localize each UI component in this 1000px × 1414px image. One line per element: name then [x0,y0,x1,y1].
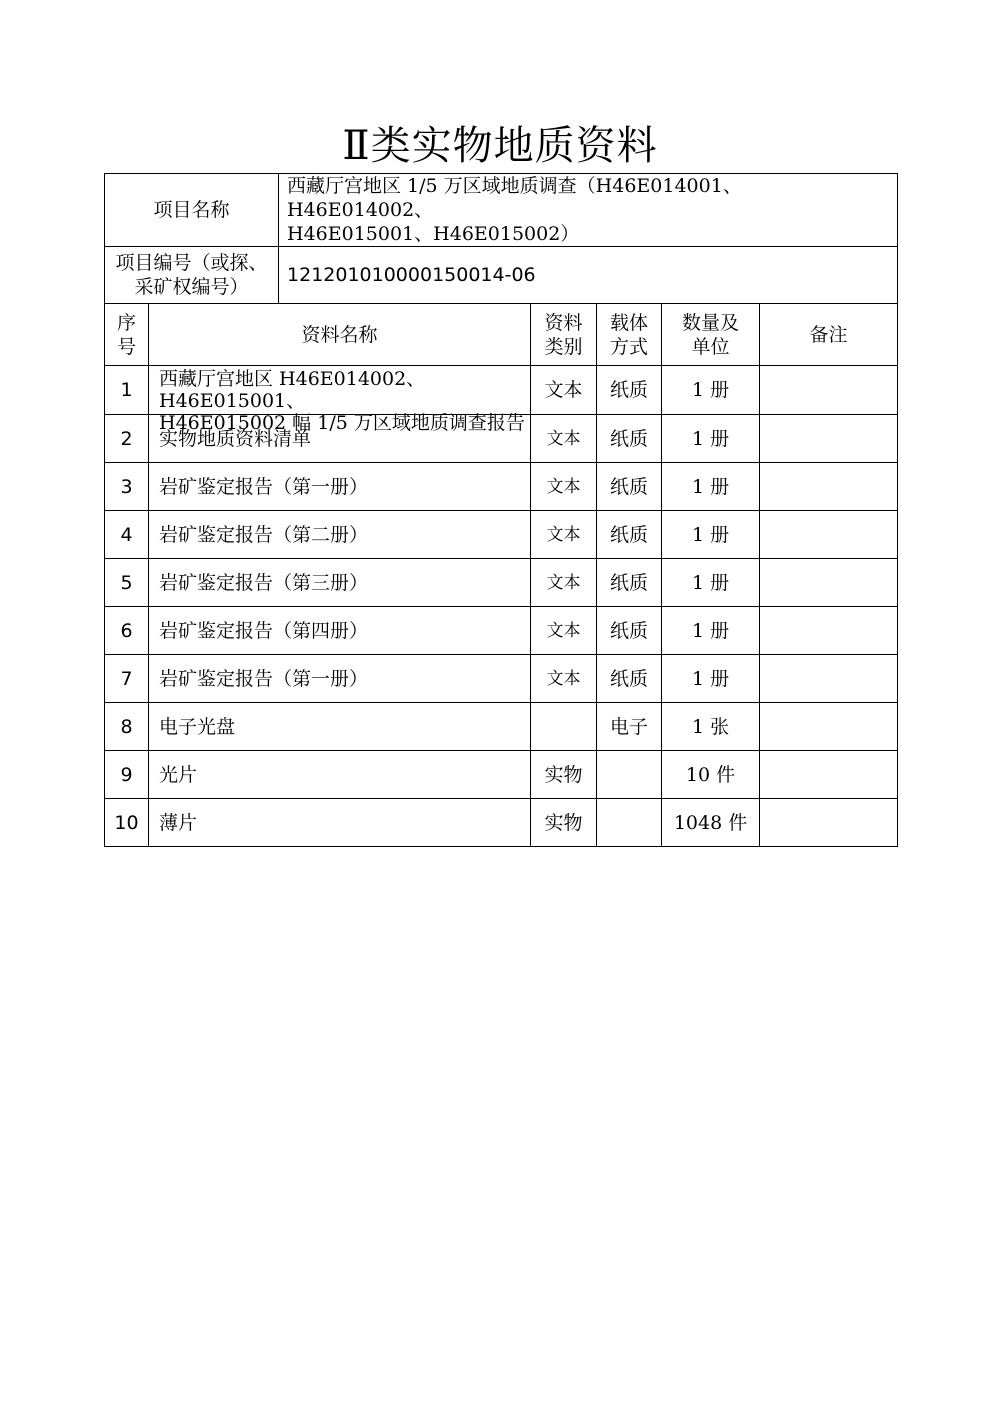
row-name: 岩矿鉴定报告（第一册） [149,463,531,511]
header-category [531,304,597,366]
project-number-label-line2: 采矿权编号） [134,276,249,298]
row-carrier: 纸质 [597,655,662,703]
row-category: 文本 [531,511,597,559]
row-category: 文本 [531,415,597,463]
row-quantity: 1 册 [662,366,760,415]
header-quantity [662,304,760,366]
row-category: 文本 [531,655,597,703]
row-seq: 8 [105,703,149,751]
row-carrier: 纸质 [597,559,662,607]
row-name: 光片 [149,751,531,799]
row-remark [760,751,898,799]
row-quantity: 1 册 [662,559,760,607]
row-name [149,366,531,434]
row-category [531,703,597,751]
row-carrier: 纸质 [597,607,662,655]
row-name: 岩矿鉴定报告（第三册） [149,559,531,607]
row-quantity: 1048 件 [662,799,760,847]
project-number-label [105,247,279,304]
header-row [105,304,898,366]
header-carrier [597,304,662,366]
row-name: 岩矿鉴定报告（第二册） [149,511,531,559]
row-name-line2: H46E015002 幅 1/5 万区域地质调查报告 [159,412,525,434]
row-carrier: 电子 [597,703,662,751]
header-quantity-line1: 数量及 [682,311,740,334]
row-carrier [597,799,662,847]
row-seq: 3 [105,463,149,511]
header-seq-line2: 号 [116,335,136,358]
table-row [105,751,898,799]
table-row [105,366,898,415]
row-remark [760,559,898,607]
header-category-line1: 资料 [544,311,583,334]
project-number-label-line1: 项目编号（或探、 [115,252,268,274]
row-category: 文本 [531,559,597,607]
row-seq: 4 [105,511,149,559]
row-quantity: 1 张 [662,703,760,751]
row-remark [760,463,898,511]
row-quantity: 1 册 [662,463,760,511]
project-number-row [105,247,898,304]
project-name-line1: 西藏厅宫地区 1/5 万区域地质调查（H46E014001、H46E014002、 [287,175,742,221]
row-remark [760,607,898,655]
row-category: 实物 [531,799,597,847]
row-name: 实物地质资料清单 [149,415,531,463]
row-remark [760,511,898,559]
table-row [105,559,898,607]
row-remark [760,655,898,703]
page-title: Ⅱ类实物地质资料 [342,123,658,169]
table-row [105,463,898,511]
table-row [105,799,898,847]
row-seq: 2 [105,415,149,463]
project-name-value [279,174,898,247]
table-row [105,607,898,655]
header-quantity-line2: 单位 [691,335,730,358]
header-name: 资料名称 [149,304,531,366]
row-remark [760,703,898,751]
table-row [105,703,898,751]
row-category: 实物 [531,751,597,799]
row-seq: 6 [105,607,149,655]
row-carrier: 纸质 [597,366,662,415]
table-row [105,655,898,703]
row-name: 电子光盘 [149,703,531,751]
row-category: 文本 [531,463,597,511]
row-name: 岩矿鉴定报告（第四册） [149,607,531,655]
project-number-value: 121201010000150014-06 [279,247,898,304]
header-category-line2: 类别 [544,335,583,358]
row-quantity: 1 册 [662,607,760,655]
table-row [105,511,898,559]
project-name-label: 项目名称 [105,174,279,247]
row-remark [760,366,898,415]
row-remark [760,799,898,847]
row-category: 文本 [531,366,597,415]
row-seq: 9 [105,751,149,799]
row-seq: 1 [105,366,149,415]
project-name-line2: H46E015001、H46E015002） [287,223,580,245]
header-seq-line1: 序 [116,311,136,334]
row-quantity: 1 册 [662,415,760,463]
header-carrier-line2: 方式 [610,335,649,358]
project-name-row [105,174,898,247]
material-table [104,173,898,847]
row-name: 薄片 [149,799,531,847]
row-carrier [597,751,662,799]
row-quantity: 10 件 [662,751,760,799]
row-name-line1: 西藏厅宫地区 H46E014002、H46E015001、 [159,368,426,412]
row-remark [760,415,898,463]
row-carrier: 纸质 [597,415,662,463]
header-seq [105,304,149,366]
row-carrier: 纸质 [597,463,662,511]
row-seq: 7 [105,655,149,703]
row-carrier: 纸质 [597,511,662,559]
row-quantity: 1 册 [662,655,760,703]
row-seq: 5 [105,559,149,607]
row-seq: 10 [105,799,149,847]
row-quantity: 1 册 [662,511,760,559]
row-category: 文本 [531,607,597,655]
row-name: 岩矿鉴定报告（第一册） [149,655,531,703]
header-remark: 备注 [760,304,898,366]
header-carrier-line1: 载体 [610,311,649,334]
